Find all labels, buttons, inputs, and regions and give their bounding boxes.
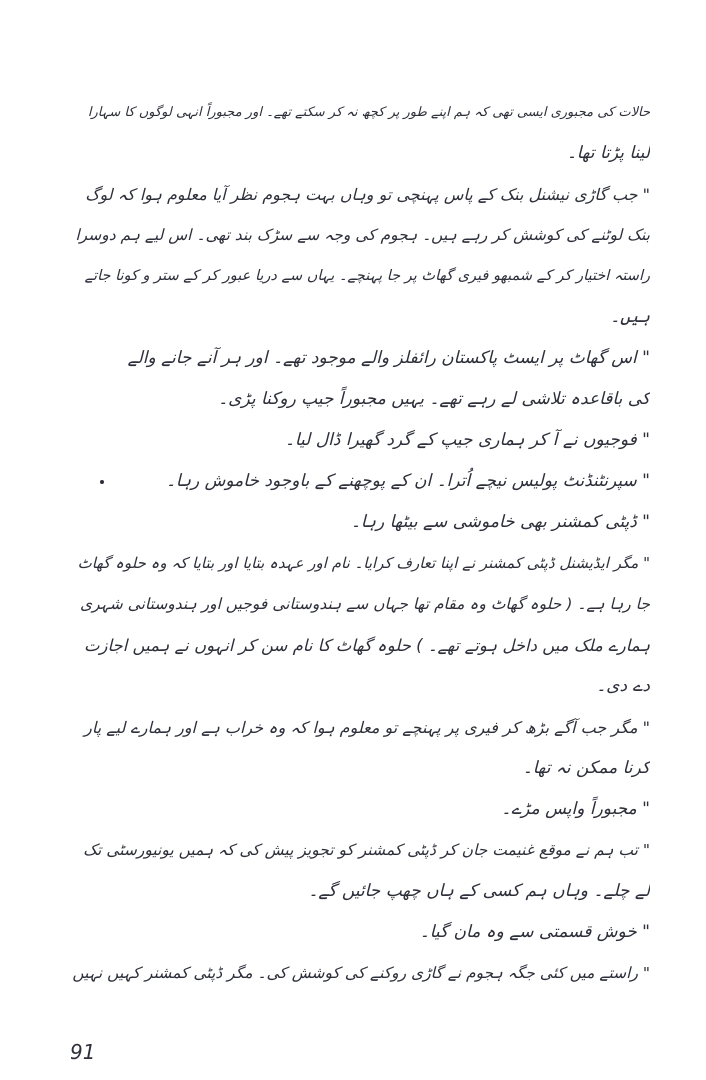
text-line: جا رہا ہے۔ ( حلوہ گھاٹ وہ مقام تھا جہاں سے ہندوستانی فوجیں اور ہندوستانی شہری (80, 595, 650, 613)
text-line: " راستے میں کئی جگہ ہجوم نے گاڑی روکنے کی کوشش کی۔ مگر ڈپٹی کمشنر کہیں نہیں (72, 964, 650, 982)
text-line: " سپرنٹنڈنٹ پولیس نیچے اُترا۔ ان کے پوچھنے کے باوجود خاموش رہا۔ (165, 471, 650, 491)
text-line: کی باقاعدہ تلاشی لے رہے تھے۔ یہیں مجبوراً جیپ روکنا پڑی۔ (218, 389, 650, 409)
text-line: دے دی۔ (596, 676, 650, 696)
text-line: بنک لوٹنے کی کوشش کر رہے ہیں۔ ہجوم کی وجہ سے سڑک بند تھی۔ اس لیے ہم دوسرا (75, 226, 650, 244)
text-line: " فوجیوں نے آ کر ہماری جیپ کے گرد گھیرا ڈال لیا۔ (284, 430, 650, 450)
page-number: 91 (70, 1040, 96, 1064)
ink-dot (100, 480, 104, 484)
text-line: " مگر ایڈیشنل ڈپٹی کمشنر نے اپنا تعارف کرایا۔ نام اور عہدہ بتایا اور بتایا کہ وہ حلوہ گھاٹ (77, 554, 650, 572)
text-line: کرنا ممکن نہ تھا۔ (522, 758, 650, 778)
text-line: لینا پڑتا تھا۔ (566, 143, 650, 163)
text-line: " اس گھاٹ پر ایسٹ پاکستان رائفلز والے موجود تھے۔ اور ہر آنے جانے والے (127, 348, 650, 368)
text-line: لے چلے۔ وہاں ہم کسی کے ہاں چھپ جائیں گے۔ (308, 881, 650, 901)
text-line: راستہ اختیار کر کے شمبھو فیری گھاٹ پر جا پہنچے۔ یہاں سے دریا عبور کر کے ستر و کونا جاتے (84, 268, 650, 284)
text-line: " خوش قسمتی سے وہ مان گیا۔ (419, 922, 650, 942)
text-line: " مجبوراً واپس مڑے۔ (501, 799, 650, 819)
text-line: حالات کی مجبوری ایسی تھی کہ ہم اپنے طور پر کچھ نہ کر سکتے تھے۔ اور مجبوراً انہی لوگوں کا سہارا (87, 105, 650, 120)
text-line: " تب ہم نے موقع غنیمت جان کر ڈپٹی کمشنر کو تجویز پیش کی کہ ہمیں یونیورسٹی تک (83, 841, 650, 859)
text-line: ہمارے ملک میں داخل ہوتے تھے۔ ) حلوہ گھاٹ کا نام سن کر انہوں نے ہمیں اجازت (83, 636, 650, 655)
text-line: " جب گاڑی نیشنل بنک کے پاس پہنچی تو وہاں بہت ہجوم نظر آیا معلوم ہوا کہ لوگ (85, 185, 650, 204)
handwritten-text-block (70, 92, 650, 994)
text-line: " مگر جب آگے بڑھ کر فیری پر پہنچے تو معلوم ہوا کہ وہ خراب ہے اور ہمارے لیے پار (84, 718, 650, 737)
text-line: ہیں۔ (610, 307, 650, 327)
text-line: " ڈپٹی کمشنر بھی خاموشی سے بیٹھا رہا۔ (350, 512, 650, 532)
